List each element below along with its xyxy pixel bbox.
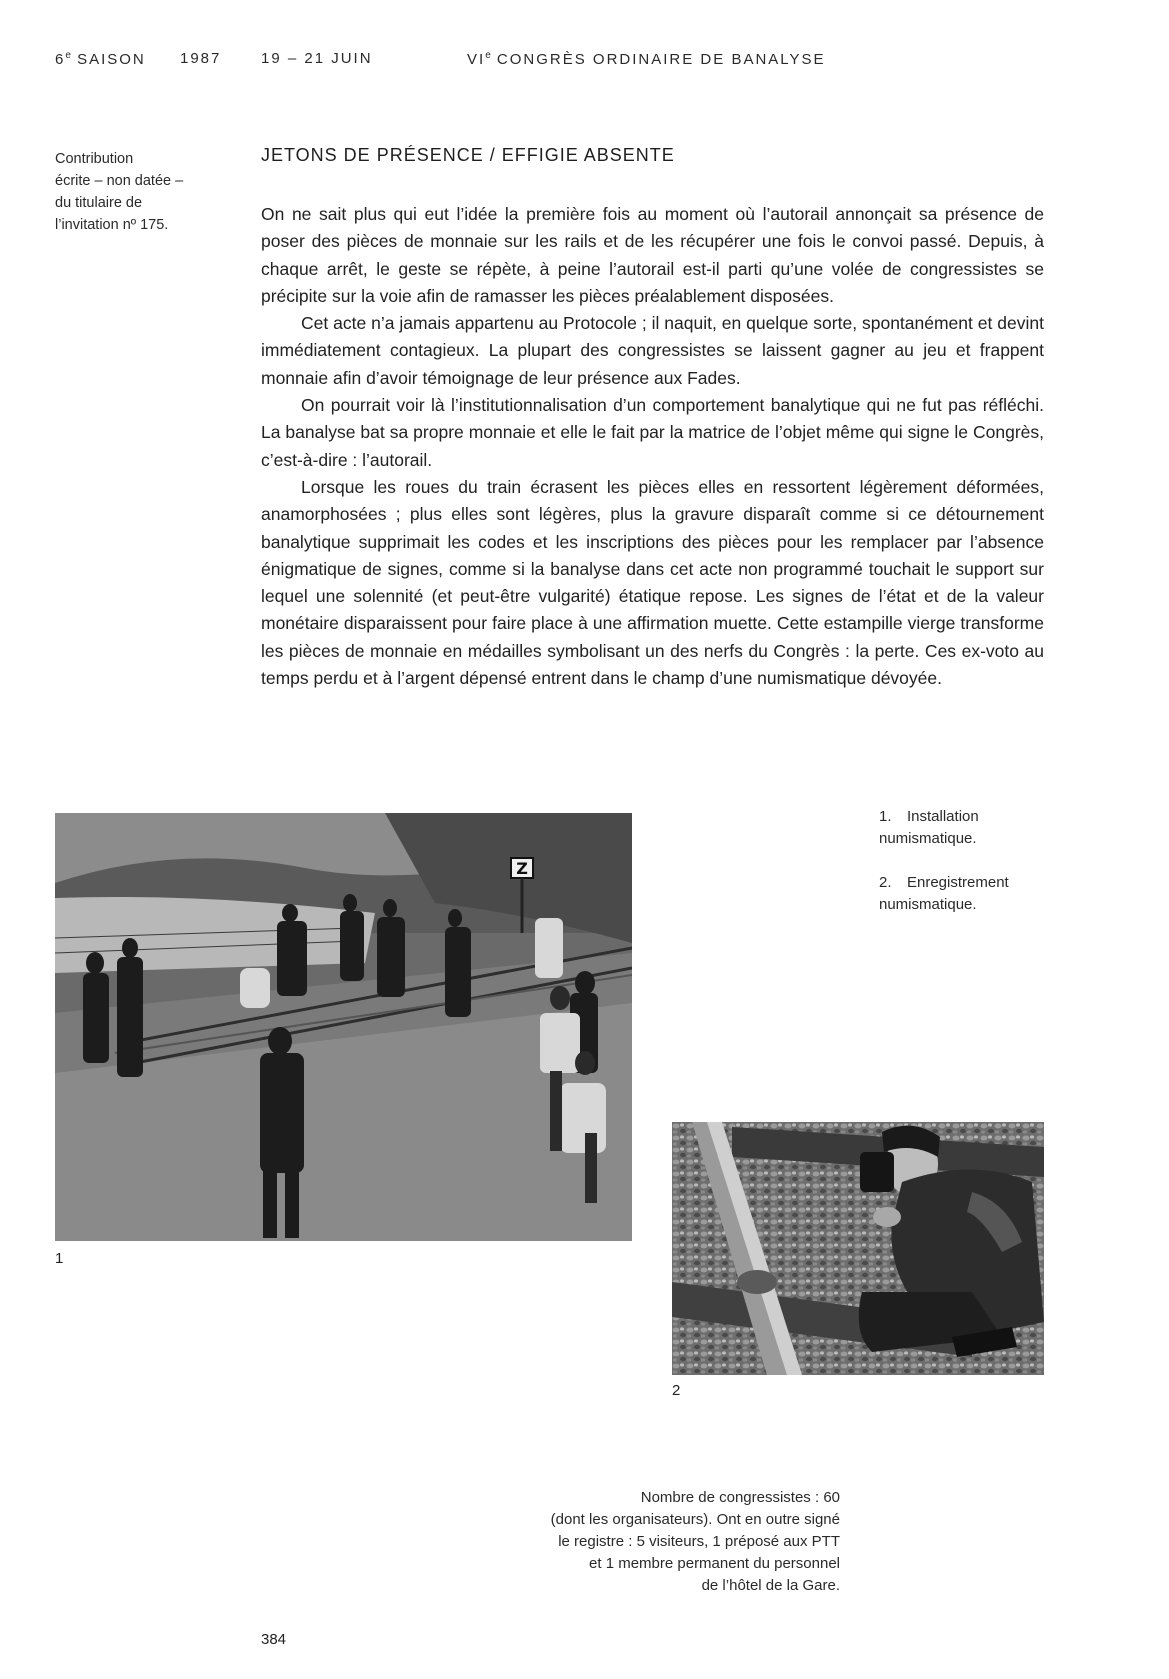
- caption-item: 2. Enregistrement numismatique.: [879, 874, 1009, 913]
- note-line: écrite – non datée –: [55, 173, 184, 189]
- stats-line: le registre : 5 visiteurs, 1 préposé aux PTT: [558, 1533, 840, 1550]
- sign-letter: Z: [516, 859, 528, 878]
- header-congress: VIe CONGRÈS ORDINAIRE DE BANALYSE: [467, 50, 826, 68]
- stats-line: de l’hôtel de la Gare.: [701, 1577, 840, 1594]
- figure-number-2: 2: [672, 1382, 681, 1399]
- article-body: [261, 201, 1044, 692]
- attendance-stats: [460, 1487, 840, 1597]
- paragraph: Cet acte n’a jamais appartenu au Protocole ; il naquit, en quelque sorte, spontanément et devint immédiatement contagieux. La plupart des congressistes se laissent gagner au jeu et frappent monnaie afin d’avoir témoignage de leur présence aux Fades.: [261, 313, 1044, 388]
- caption-item: 1. Installation numismatique.: [879, 808, 979, 847]
- contribution-note: [55, 148, 215, 236]
- header-season: 6e SAISON: [55, 50, 146, 68]
- page-number: 384: [261, 1631, 287, 1648]
- stats-line: et 1 membre permanent du personnel: [589, 1555, 840, 1572]
- figure-captions: [879, 806, 1069, 938]
- stats-line: Nombre de congressistes : 60: [640, 1489, 840, 1506]
- photo-installation: [55, 813, 632, 1241]
- stats-line: (dont les organisateurs). Ont en outre signé: [550, 1511, 840, 1528]
- note-line: Contribution: [55, 151, 134, 167]
- photo-recording: [672, 1122, 1044, 1375]
- paragraph: On pourrait voir là l’institutionnalisation d’un comportement banalytique qui ne fut pas réfléchi. La banalyse bat sa propre monnaie et elle le fait par la matrice de l’objet même qui signe le Congrès, c’est-à-dire : l’autorail.: [261, 395, 1044, 470]
- paragraph: Lorsque les roues du train écrasent les pièces elles en ressortent légèrement déformées, anamorphosées ; plus elles sont légères, plus la gravure disparaît comme si ce détournement banalytique supprimait les codes et les inscriptions des pièces pour les remplacer par l’absence énigmatique de signes, comme si la banalyse dans cet acte non programmé touchait le support sur lequel une solennité (et peut-être vulgarité) étatique repose. Les signes de l’état et de la valeur monétaire disparaissent pour faire place à une affirmation muette. Cette estampille vierge transforme les pièces de monnaie en médailles symbolisant un des nerfs du Congrès : la perte. Ces ex-voto au temps perdu et à l’argent dépensé entrent dans le champ d’une numismatique dévoyée.: [261, 476, 1044, 689]
- note-line: l’invitation nº 175.: [55, 217, 169, 233]
- article-title: JETONS DE PRÉSENCE / EFFIGIE ABSENTE: [261, 145, 675, 165]
- header-dates: 19 – 21 JUIN: [261, 50, 373, 67]
- paragraph: On ne sait plus qui eut l’idée la première fois au moment où l’autorail annonçait sa présence de poser des pièces de monnaie sur les rails et de les récupérer une fois le convoi passé. Depuis, à chaque arrêt, le geste se répète, à peine l’autorail est-il parti qu’une volée de congressistes se précipite sur la voie afin de ramasser les pièces préalablement disposées.: [261, 204, 1044, 306]
- header-year: 1987: [180, 50, 222, 67]
- figure-number-1: 1: [55, 1250, 64, 1267]
- note-line: du titulaire de: [55, 195, 143, 211]
